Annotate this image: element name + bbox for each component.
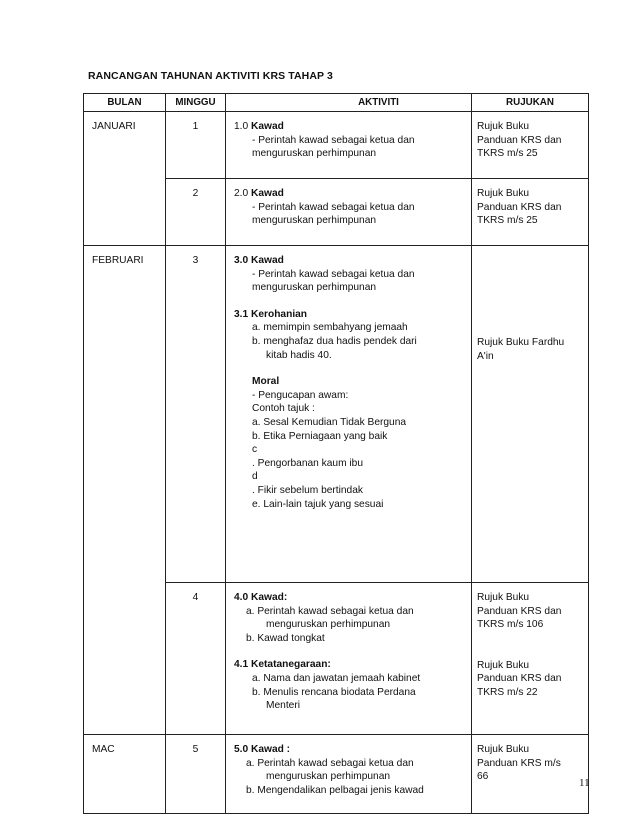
table-row — [84, 112, 589, 179]
activity-line: menguruskan perhimpunan — [252, 215, 377, 227]
activity-line: b. Etika Perniagaan yang baik — [252, 430, 388, 442]
reference-line: TKRS m/s 22 — [477, 686, 538, 698]
reference-line: TKRS m/s 25 — [477, 148, 538, 160]
reference-line: 66 — [477, 771, 489, 783]
bulan-cell: FEBRUARI — [84, 246, 166, 583]
bulan-cell: MAC — [84, 735, 166, 814]
activity-line: b. Menulis rencana biodata Perdana — [252, 686, 416, 698]
activity-line: a. memimpin sembahyang jemaah — [252, 322, 408, 334]
reference-line: Panduan KRS dan — [477, 201, 562, 213]
activity-heading: Moral — [252, 376, 280, 388]
page-number: 11 — [579, 777, 590, 789]
activity-line: menguruskan perhimpunan — [252, 282, 377, 294]
aktiviti-cell — [226, 735, 472, 814]
reference-line: Panduan KRS dan — [477, 673, 562, 685]
table-row — [84, 246, 589, 583]
rujukan-cell — [472, 583, 589, 735]
spacer — [234, 295, 467, 308]
rujukan-cell — [472, 112, 589, 179]
reference-line: TKRS m/s 106 — [477, 619, 544, 631]
annual-plan-table — [83, 93, 589, 814]
table-row — [84, 583, 589, 735]
reference-line: Rujuk Buku — [477, 592, 530, 603]
reference-line: Rujuk Buku — [477, 188, 530, 199]
bulan-cell — [84, 583, 166, 735]
minggu-cell: 4 — [166, 583, 226, 735]
bulan-cell: JANUARI — [84, 112, 166, 179]
activity-line: Menteri — [266, 700, 300, 712]
activity-line: . Fikir sebelum bertindak — [252, 484, 363, 496]
activity-heading: Kawad — [251, 188, 284, 199]
activity-heading: 3.1 Kerohanian — [234, 308, 308, 320]
minggu-cell: 5 — [166, 735, 226, 814]
activity-line: menguruskan perhimpunan — [252, 148, 377, 160]
aktiviti-cell — [226, 112, 472, 179]
activity-line: a. Perintah kawad sebagai ketua dan — [246, 757, 414, 769]
header-aktiviti: AKTIVITI — [226, 94, 472, 112]
activity-line: b. Mengendalikan pelbagai jenis kawad — [246, 784, 424, 796]
activity-heading: 5.0 Kawad : — [234, 744, 291, 755]
activity-line: c — [252, 444, 258, 456]
header-rujukan: RUJUKAN — [472, 94, 589, 112]
aktiviti-cell — [226, 583, 472, 735]
spacer — [234, 645, 467, 658]
bulan-cell — [84, 179, 166, 246]
activity-line: menguruskan perhimpunan — [266, 771, 391, 783]
rujukan-cell — [472, 179, 589, 246]
reference-line: Rujuk Buku — [477, 659, 530, 671]
activity-line: Contoh tajuk : — [252, 403, 315, 415]
reference-line: Rujuk Buku — [477, 121, 530, 132]
activity-line: d — [252, 471, 258, 483]
spacer — [477, 632, 586, 659]
activity-line: e. Lain-lain tajuk yang sesuai — [252, 498, 384, 510]
reference-line: Rujuk Buku Fardhu — [477, 337, 565, 348]
activity-heading: 4.1 Ketatanegaraan: — [234, 659, 331, 671]
rujukan-cell — [472, 246, 589, 583]
activity-line: . Pengorbanan kaum ibu — [252, 457, 364, 469]
reference-line: TKRS m/s 25 — [477, 215, 538, 227]
activity-line: menguruskan perhimpunan — [266, 619, 391, 631]
reference-line: A'in — [477, 350, 494, 362]
activity-number: 2.0 — [234, 188, 251, 199]
activity-line: a. Sesal Kemudian Tidak Berguna — [252, 416, 407, 428]
rujukan-cell — [472, 735, 589, 814]
activity-line: b. menghafaz dua hadis pendek dari — [252, 335, 417, 347]
minggu-cell: 2 — [166, 179, 226, 246]
minggu-cell: 1 — [166, 112, 226, 179]
reference-line: Panduan KRS dan — [477, 134, 562, 146]
activity-line: - Perintah kawad sebagai ketua dan — [252, 201, 415, 213]
spacer — [234, 362, 467, 375]
aktiviti-cell — [226, 246, 472, 583]
activity-line: - Perintah kawad sebagai ketua dan — [252, 134, 415, 146]
activity-line: b. Kawad tongkat — [246, 632, 325, 644]
activity-number: 1.0 — [234, 121, 251, 132]
minggu-cell: 3 — [166, 246, 226, 583]
table-header-row — [84, 94, 589, 112]
table-row — [84, 735, 589, 814]
header-bulan: BULAN — [84, 94, 166, 112]
activity-heading: 4.0 Kawad: — [234, 592, 288, 603]
reference-line: Panduan KRS m/s — [477, 757, 561, 769]
page-title: RANCANGAN TAHUNAN AKTIVITI KRS TAHAP 3 — [88, 70, 333, 82]
activity-line: a. Perintah kawad sebagai ketua dan — [246, 605, 414, 617]
activity-line: - Perintah kawad sebagai ketua dan — [252, 268, 415, 280]
activity-line: a. Nama dan jawatan jemaah kabinet — [252, 672, 421, 684]
table-row — [84, 179, 589, 246]
activity-line: - Pengucapan awam: — [252, 389, 349, 401]
activity-heading: 3.0 Kawad — [234, 255, 284, 266]
activity-line: kitab hadis 40. — [266, 349, 332, 361]
aktiviti-cell — [226, 179, 472, 246]
reference-line: Panduan KRS dan — [477, 605, 562, 617]
reference-line: Rujuk Buku — [477, 744, 530, 755]
activity-heading: Kawad — [251, 121, 284, 132]
header-minggu: MINGGU — [166, 94, 226, 112]
